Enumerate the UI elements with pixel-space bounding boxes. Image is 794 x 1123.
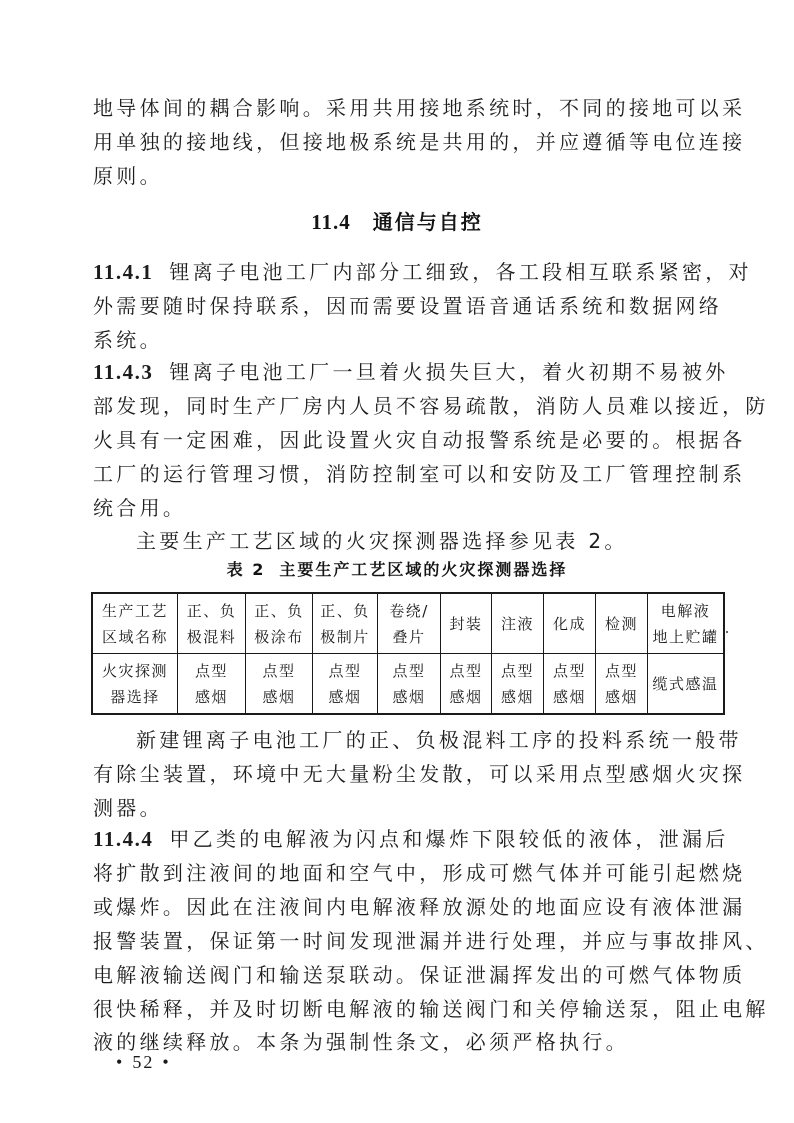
table-cell: 点型 感烟 [246, 654, 313, 715]
table-cell: 火灾探测 器选择 [92, 654, 178, 715]
table-cell: 电解液 地上贮罐 [648, 593, 725, 654]
table-header-row [92, 593, 724, 654]
bullet-right: • [162, 1052, 171, 1072]
clause-line: 火具有一定困难，因此设置火灾自动报警系统是必要的。根据各 [93, 428, 746, 452]
table-cell: 正、负 极制片 [313, 593, 378, 654]
clause-number: 11.4.1 [93, 260, 154, 284]
clause-11-4-3-first-line [93, 355, 729, 389]
detector-selection-table [91, 592, 725, 715]
section-title: 通信与自控 [372, 210, 483, 234]
clause-line: 报警装置，保证第一时间发现泄漏并进行处理，并应与事故排风、 [93, 929, 769, 953]
bullet-left: • [116, 1052, 125, 1072]
clause-text: 锂离子电池工厂内部分工细致，各工段相互联系紧密，对 [169, 260, 752, 284]
table-cell: 化成 [544, 593, 596, 654]
section-heading [0, 205, 794, 239]
table-cell: 生产工艺 区域名称 [92, 593, 178, 654]
table-cell: 点型 感烟 [178, 654, 246, 715]
table-cell: 封装 [441, 593, 492, 654]
table-cell: 正、负 极混料 [178, 593, 246, 654]
clause-line: 将扩散到注液间的地面和空气中，形成可燃气体并可能引起燃烧 [93, 861, 746, 885]
clause-11-4-1-first-line [93, 255, 752, 289]
table-cell: 点型 感烟 [492, 654, 544, 715]
clause-text: 甲乙类的电解液为闪点和爆炸下限较低的液体，泄漏后 [169, 827, 729, 851]
table-cell: 注液 [492, 593, 544, 654]
table-caption [0, 556, 794, 584]
paragraph-line: 用单独的接地线，但接地极系统是共用的，并应遵循等电位连接 [93, 130, 746, 154]
table-cell: 点型 感烟 [378, 654, 441, 715]
table-cell: 检测 [596, 593, 648, 654]
table-cell: 点型 感烟 [441, 654, 492, 715]
table-cell: 点型 感烟 [544, 654, 596, 715]
table-cell: 点型 感烟 [596, 654, 648, 715]
clause-line: 液的继续释放。本条为强制性条文，必须严格执行。 [93, 1030, 629, 1054]
clause-number: 11.4.4 [93, 827, 154, 851]
table-cell: 正、负 极涂布 [246, 593, 313, 654]
table-number: 表 2 [226, 560, 266, 579]
clause-line: 部发现，同时生产厂房内人员不容易疏散，消防人员难以接近，防 [93, 394, 769, 418]
scan-artifact [726, 631, 728, 633]
clause-line: 或爆炸。因此在注液间内电解液释放源处的地面应设有液体泄漏 [93, 895, 746, 919]
table-cell: 卷绕/ 叠片 [378, 593, 441, 654]
page-number-value: 52 [132, 1052, 155, 1072]
paragraph-line: 原则。 [93, 164, 163, 188]
table-cell: 点型 感烟 [313, 654, 378, 715]
clause-number: 11.4.3 [93, 360, 154, 384]
table-row [92, 654, 724, 715]
table-cell: 缆式感温 [648, 654, 725, 715]
page-number [108, 1052, 179, 1073]
clause-line: 电解液输送阀门和输送泵联动。保证泄漏挥发出的可燃气体物质 [93, 963, 746, 987]
clause-line: 外需要随时保持联系，因而需要设置语音通话系统和数据网络 [93, 294, 723, 318]
clause-line: 很快稀释，并及时切断电解液的输送阀门和关停输送泵，阻止电解 [93, 997, 769, 1021]
table-reference: 主要生产工艺区域的火灾探测器选择参见表 2。 [136, 529, 628, 553]
clause-11-4-4-first-line [93, 822, 729, 856]
clause-line: 统合用。 [93, 496, 187, 520]
clause-line: 系统。 [93, 328, 163, 352]
clause-text: 锂离子电池工厂一旦着火损失巨大，着火初期不易被外 [169, 360, 729, 384]
note-line: 有除尘装置，环境中无大量粉尘发散，可以采用点型感烟火灾探 [93, 762, 746, 786]
note-line: 新建锂离子电池工厂的正、负极混料工序的投料系统一般带 [136, 728, 742, 752]
section-number: 11.4 [311, 210, 351, 234]
table-title: 主要生产工艺区域的火灾探测器选择 [279, 560, 568, 579]
clause-line: 工厂的运行管理习惯，消防控制室可以和安防及工厂管理控制系 [93, 462, 746, 486]
paragraph-line: 地导体间的耦合影响。采用共用接地系统时，不同的接地可以采 [93, 96, 746, 120]
note-line: 测器。 [93, 796, 163, 820]
